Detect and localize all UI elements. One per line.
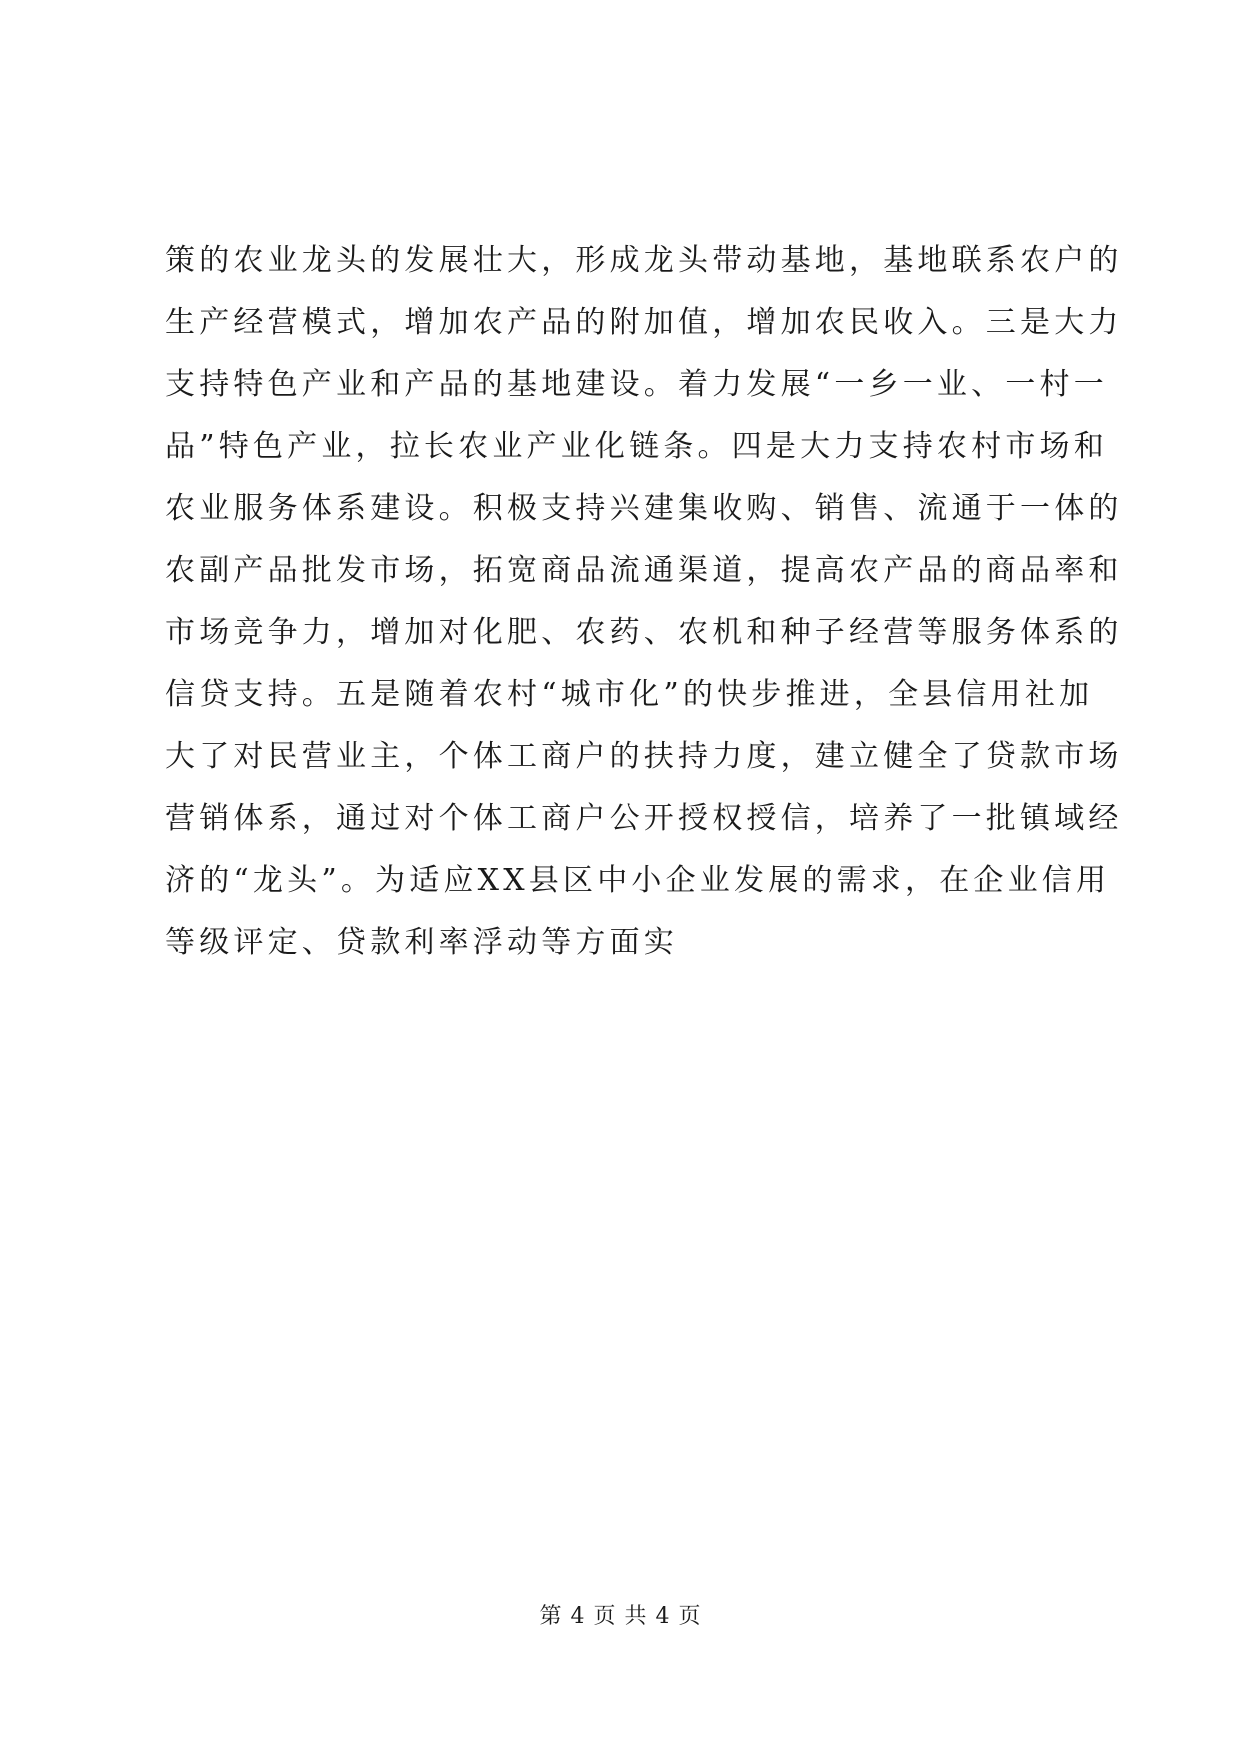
text-line: 等级评定、贷款利率浮动等方面实 bbox=[165, 925, 678, 960]
text-line: 市场竞争力，增加对化肥、农药、农机和种子经营等服务体系的 bbox=[165, 615, 1123, 650]
text-line: 策的农业龙头的发展壮大，形成龙头带动基地，基地联系农户的 bbox=[165, 243, 1123, 278]
text-line: 济的“龙头”。为适应XX县区中小企业发展的需求，在企业信用 bbox=[165, 863, 1111, 898]
body-paragraph bbox=[165, 230, 1123, 974]
text-line: 大了对民营业主，个体工商户的扶持力度，建立健全了贷款市场 bbox=[165, 739, 1123, 774]
text-line: 信贷支持。五是随着农村“城市化”的快步推进，全县信用社加 bbox=[165, 677, 1094, 712]
text-line: 品”特色产业，拉长农业产业化链条。四是大力支持农村市场和 bbox=[165, 429, 1108, 464]
text-line: 营销体系，通过对个体工商户公开授权授信，培养了一批镇域经 bbox=[165, 801, 1123, 836]
text-line: 生产经营模式，增加农产品的附加值，增加农民收入。三是大力 bbox=[165, 305, 1123, 340]
text-line: 农业服务体系建设。积极支持兴建集收购、销售、流通于一体的 bbox=[165, 491, 1123, 526]
page-number-footer: 第 4 页 共 4 页 bbox=[539, 1604, 702, 1629]
text-line: 农副产品批发市场，拓宽商品流通渠道，提高农产品的商品率和 bbox=[165, 553, 1123, 588]
text-line: 支持特色产业和产品的基地建设。着力发展“一乡一业、一村一 bbox=[165, 367, 1108, 402]
